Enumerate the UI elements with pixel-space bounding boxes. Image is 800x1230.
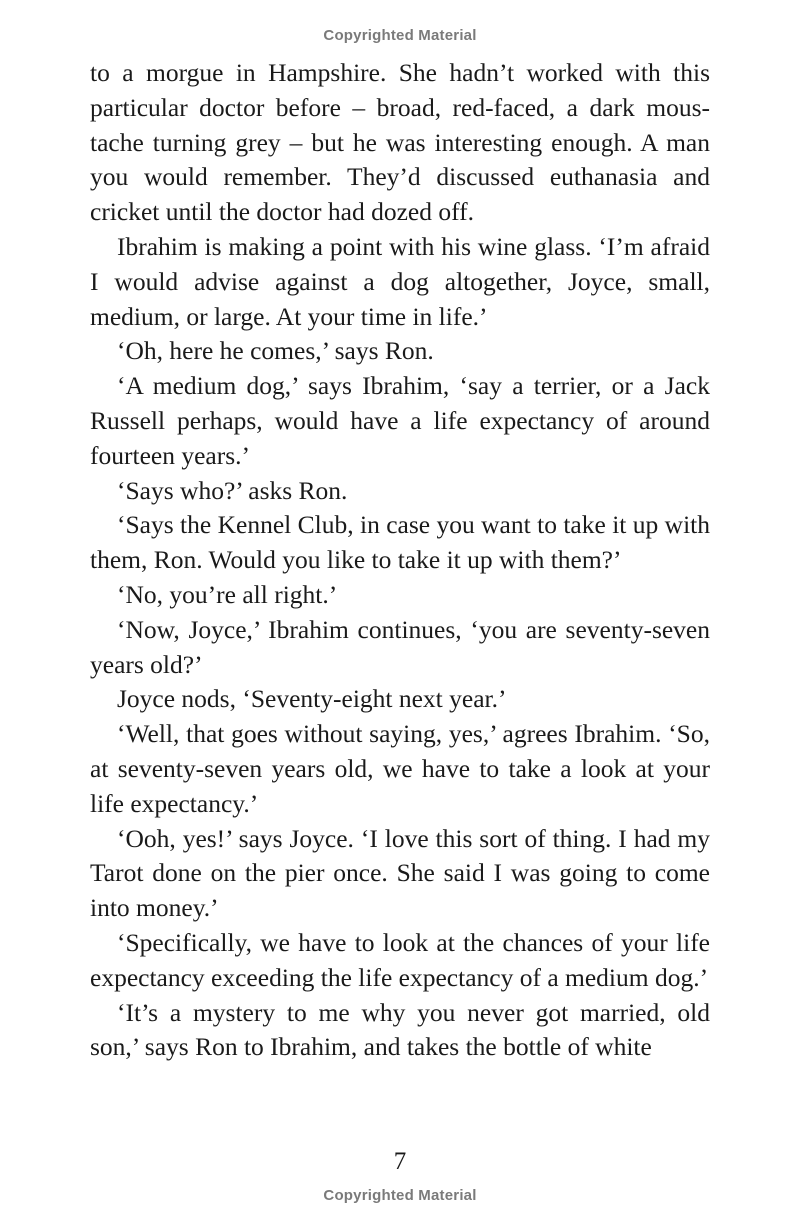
paragraph: ‘A medium dog,’ says Ibrahim, ‘say a terrier, or a Jack Russell perhaps, would have a life expectancy of around fourteen years.’ xyxy=(90,371,710,470)
page-number: 7 xyxy=(393,1148,407,1175)
copyright-watermark-top: Copyrighted Material xyxy=(323,27,477,44)
paragraph: ‘Specifically, we have to look at the chances of your life expectancy exceeding the life expectancy of a medium dog.’ xyxy=(90,927,710,992)
paragraph-last: ‘It’s a mystery to me why you never got married, old son,’ says Ron to Ibrahim, and takes the bottle of white xyxy=(90,997,710,1062)
paragraph-continuation: to a morgue in Hampshire. She hadn’t worked with this particular doctor before – broad, red-faced, a dark moustache turning grey – but he was interesting enough. A man you would remember. They’d discussed euthanasia and cricket until the doctor had dozed off. xyxy=(90,58,710,227)
page-body xyxy=(90,56,710,1065)
paragraph: Joyce nods, ‘Seventy-eight next year.’ xyxy=(117,684,507,714)
paragraph: ‘Oh, here he comes,’ says Ron. xyxy=(117,336,434,366)
paragraph: ‘No, you’re all right.’ xyxy=(117,579,338,609)
copyright-watermark-bottom: Copyrighted Material xyxy=(323,1187,477,1204)
paragraph: ‘Says who?’ asks Ron. xyxy=(117,475,348,505)
paragraph: ‘Says the Kennel Club, in case you want to take it up with them, Ron. Would you like to take it up with them?’ xyxy=(90,510,710,575)
paragraph: ‘Ooh, yes!’ says Joyce. ‘I love this sort of thing. I had my Tarot done on the pier once. She said I was going to come into money.’ xyxy=(90,823,710,923)
paragraph: Ibrahim is making a point with his wine glass. ‘I’m afraid I would advise against a dog altogether, Joyce, small, medium, or large. At your time in life.’ xyxy=(90,231,710,331)
paragraph: ‘Well, that goes without saying, yes,’ agrees Ibrahim. ‘So, at seventy-seven years old, we have to take a look at your life expectancy.’ xyxy=(90,719,710,818)
paragraph: ‘Now, Joyce,’ Ibrahim continues, ‘you are seventy-seven years old?’ xyxy=(90,614,710,679)
